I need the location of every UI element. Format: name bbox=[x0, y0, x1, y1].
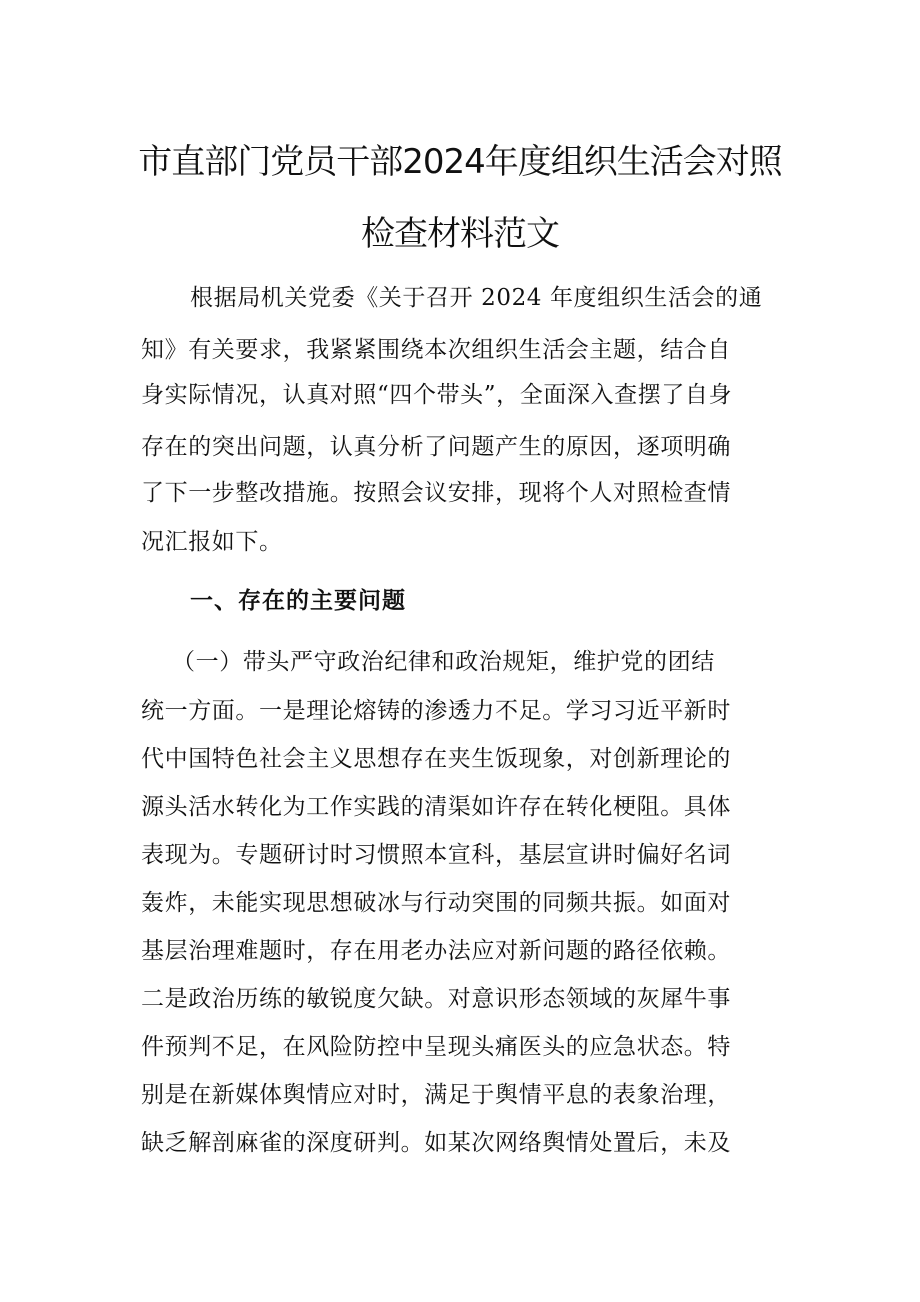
section-paragraph-line: 轰炸，未能实现思想破冰与行动突围的同频共振。如面对 bbox=[141, 890, 731, 916]
intro-paragraph-line: 身实际情况，认真对照“四个带头”，全面深入查摆了自身 bbox=[141, 382, 733, 408]
section-paragraph-line: 代中国特色社会主义思想存在夹生饭现象，对创新理论的 bbox=[141, 746, 731, 772]
section-paragraph-line: （一）带头严守政治纪律和政治规矩，维护党的团结 bbox=[172, 649, 715, 675]
document-title-line-1: 市直部门党员干部2024年度组织生活会对照 bbox=[138, 142, 782, 182]
section-paragraph-line: 源头活水转化为工作实践的清渠如许存在转化梗阻。具体 bbox=[141, 794, 731, 820]
intro-paragraph-line: 存在的突出问题，认真分析了问题产生的原因，逐项明确 bbox=[141, 434, 731, 460]
section-paragraph-line: 别是在新媒体舆情应对时，满足于舆情平息的表象治理， bbox=[141, 1082, 731, 1108]
section-paragraph-line: 基层治理难题时，存在用老办法应对新问题的路径依赖。 bbox=[141, 938, 731, 964]
section-paragraph-line: 件预判不足，在风险防控中呈现头痛医头的应急状态。特 bbox=[141, 1034, 731, 1060]
section-paragraph-line: 表现为。专题研讨时习惯照本宣科，基层宣讲时偏好名词 bbox=[141, 842, 731, 868]
document-title-line-2: 检查材料范文 bbox=[361, 214, 559, 254]
section-paragraph-line: 缺乏解剖麻雀的深度研判。如某次网络舆情处置后，未及 bbox=[141, 1130, 731, 1156]
section-heading: 一、存在的主要问题 bbox=[190, 588, 406, 614]
intro-paragraph-line: 根据局机关党委《关于召开 2024 年度组织生活会的通 bbox=[190, 285, 763, 311]
intro-paragraph-line: 了下一步整改措施。按照会议安排，现将个人对照检查情 bbox=[141, 480, 731, 506]
intro-paragraph-line: 况汇报如下。 bbox=[141, 529, 283, 555]
intro-paragraph-line: 知》有关要求，我紧紧围绕本次组织生活会主题，结合自 bbox=[141, 337, 731, 363]
section-paragraph-line: 二是政治历练的敏锐度欠缺。对意识形态领域的灰犀牛事 bbox=[141, 986, 731, 1012]
section-paragraph-line: 统一方面。一是理论熔铸的渗透力不足。学习习近平新时 bbox=[141, 698, 731, 724]
